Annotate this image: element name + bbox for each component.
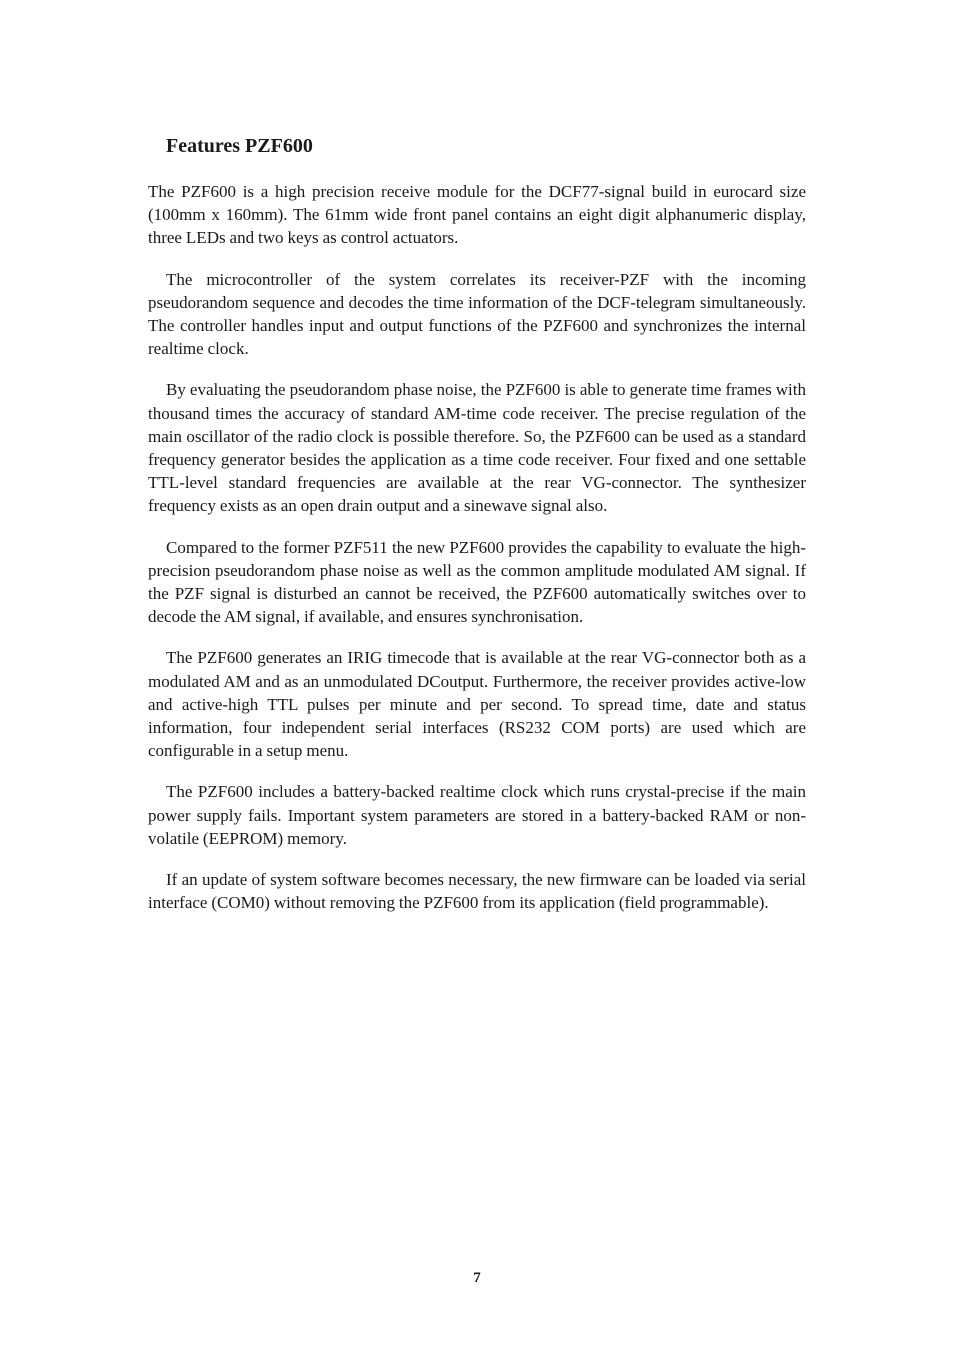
page-number: 7 bbox=[473, 1270, 481, 1286]
paragraph-battery: The PZF600 includes a battery-backed realtime clock which runs crystal-precise if the main power supply fails. Important system parameters are stored in a battery-backed RAM or non-volatile (EEPROM) memory. bbox=[148, 782, 806, 848]
paragraph-microcontroller: The microcontroller of the system correlates its receiver-PZF with the incoming pseudorandom sequence and decodes the time information of the DCF-telegram simultaneously. The controller handles input and output functions of the PZF600 and synchronizes the internal realtime clock. bbox=[148, 269, 806, 359]
paragraph-phase-noise: By evaluating the pseudorandom phase noise, the PZF600 is able to generate time frames with thousand times the accuracy of standard AM-time code receiver. The precise regulation of the main oscillator of the radio clock is possible therefore. So, the PZF600 can be used as a standard frequency generator besides the application as a time code receiver. Four fixed and one settable TTL-level standard frequencies are available at the rear VG-connector. The synthesizer frequency exists as an open drain output and a sinewave signal also. bbox=[148, 380, 806, 516]
page-content bbox=[148, 132, 806, 932]
paragraph-intro: The PZF600 is a high precision receive module for the DCF77-signal build in eurocard size (100mm x 160mm). The 61mm wide front panel contains an eight digit alphanumeric display, three LEDs and two keys as control actuators. bbox=[148, 182, 806, 248]
section-heading: Features PZF600 bbox=[166, 135, 313, 157]
paragraph-firmware: If an update of system software becomes necessary, the new firmware can be loaded via serial interface (COM0) without removing the PZF600 from its application (field programmable). bbox=[148, 870, 806, 913]
paragraph-irig: The PZF600 generates an IRIG timecode that is available at the rear VG-connector both as a modulated AM and as an unmodulated DCoutput. Furthermore, the receiver provides active-low and active-high TTL pulses per minute and per second. To spread time, date and status information, four independent serial interfaces (RS232 COM ports) are used which are configurable in a setup menu. bbox=[148, 648, 806, 761]
paragraph-comparison: Compared to the former PZF511 the new PZF600 provides the capability to evaluate the high-precision pseudorandom phase noise as well as the common amplitude modulated AM signal. If the PZF signal is disturbed an cannot be received, the PZF600 automatically switches over to decode the AM signal, if available, and ensures synchronisation. bbox=[148, 537, 806, 627]
